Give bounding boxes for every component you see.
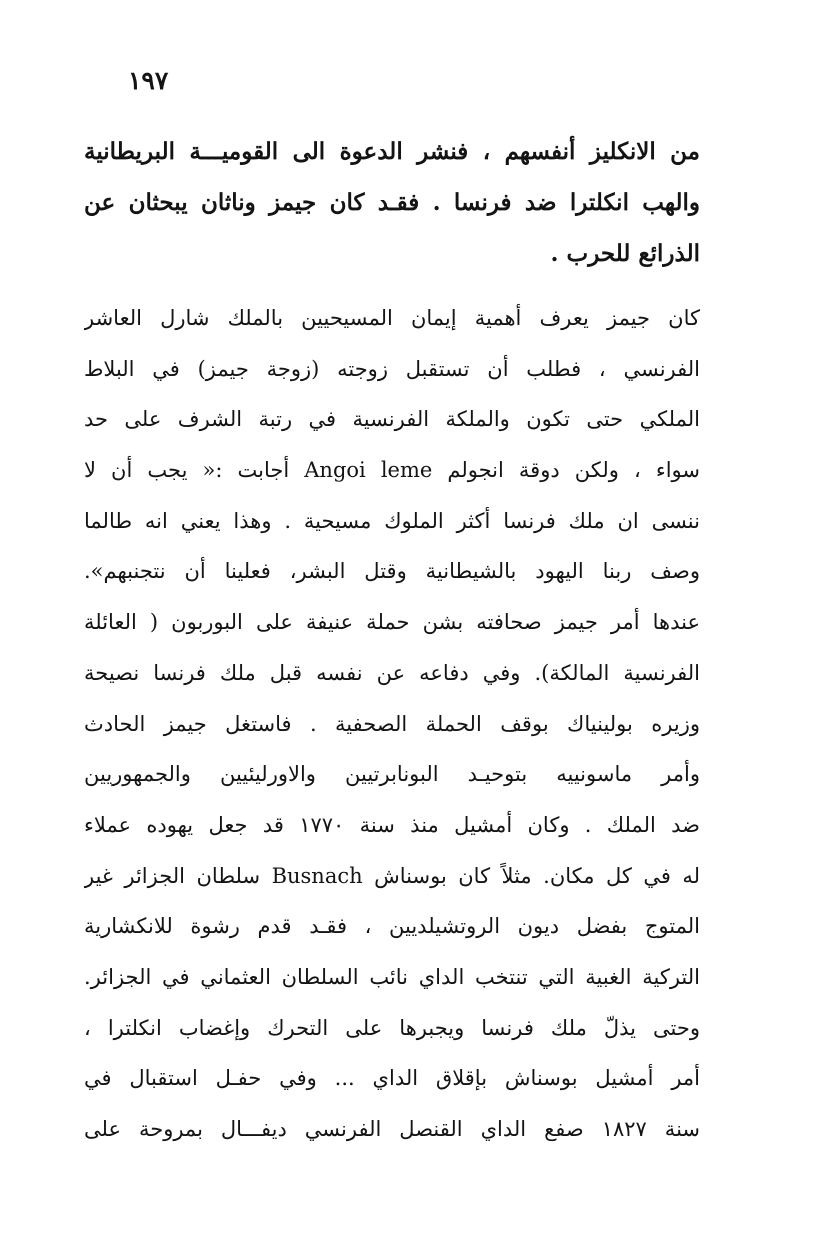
text-line: الذرائع للحرب . [550, 240, 700, 267]
text-line: وصف ربنا اليهود بالشيطانية وقتل البشر، فعلينا أن نتجنبهم». [84, 559, 700, 584]
text-line: ننسى ان ملك فرنسا أكثر الملوك مسيحية . وهذا يعني انه طالما [84, 508, 700, 533]
page-number: ١٩٧ [128, 66, 169, 95]
text-line: المتوج بفضل ديون الروتشيلديين ، فقـد قدم رشوة للانكشارية [84, 914, 700, 939]
text-line: عندها أمر جيمز صحافته بشن حملة عنيفة على البوربون ( العائلة [84, 610, 700, 635]
text-line: ضد الملك . وكان أمشيل منذ سنة ١٧٧٠ قد جعل يهوده عملاء [84, 812, 700, 837]
text-line: وأمر ماسونييه بتوحيـد البونابرتيين والاورليئيين والجمهوريين [84, 762, 700, 787]
text-line: سنة ١٨٢٧ صفع الداي القنصل الفرنسي ديفـــال بمروحة على [84, 1117, 700, 1141]
text-line: له في كل مكان. مثلاً كان بوسناش Busnach سلطان الجزائر غير [84, 863, 700, 888]
paragraph-2 [84, 293, 700, 1155]
paragraph-1 [84, 126, 700, 279]
text-line: والهب انكلترا ضد فرنسا . فقـد كان جيمز وناثان يبحثان عن [84, 189, 700, 216]
text-line: وحتى يذلّ ملك فرنسا ويجبرها على التحرك وإغضاب انكلترا ، [84, 1015, 700, 1040]
text-line: الفرنسية المالكة). وفي دفاعه عن نفسه قبل ملك فرنسا نصيحة [84, 660, 700, 685]
text-line: كان جيمز يعرف أهمية إيمان المسيحيين بالملك شارل العاشر [84, 306, 700, 330]
text-line: أمر أمشيل بوسناش بإقلاق الداي ... وفي حفـل استقبال في [84, 1066, 700, 1091]
text-line: من الانكليز أنفسهم ، فنشر الدعوة الى القوميـــة البريطانية [84, 138, 700, 165]
text-line: التركية الغبية التي تنتخب الداي نائب السلطان العثماني في الجزائر. [84, 964, 700, 989]
text-line: الفرنسي ، فطلب أن تستقبل زوجته (زوجة جيمز) في البلاط [84, 356, 700, 381]
text-line: الملكي حتى تكون والملكة الفرنسية في رتبة الشرف على حد [84, 407, 700, 432]
text-line: سواء ، ولكن دوقة انجولم Angoi leme أجابت :« يجب أن لا [84, 458, 700, 483]
text-line: وزيره بولينياك بوقف الحملة الصحفية . فاستغل جيمز الحادث [84, 711, 700, 736]
